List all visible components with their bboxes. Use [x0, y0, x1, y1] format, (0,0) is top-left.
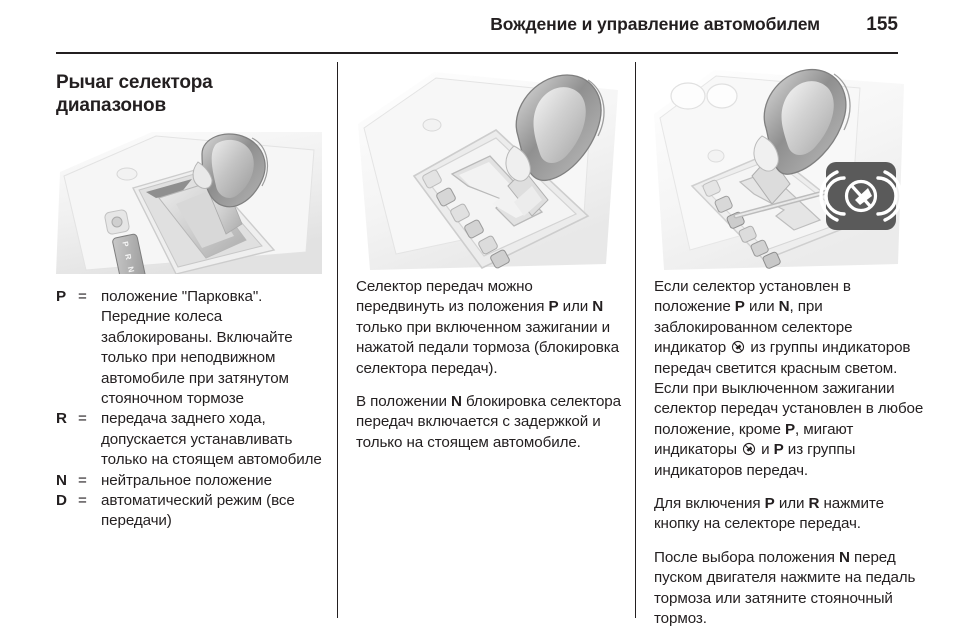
section-title: Рычаг селектора диапазонов — [56, 72, 213, 116]
middle-column — [356, 62, 624, 453]
definition-value: передача заднего хода, допускается устанавливать только на стоящем автомобиле — [101, 410, 322, 469]
text-run: Для включения — [654, 495, 765, 513]
text-run: В положении — [356, 393, 451, 411]
gear-selector-lock-indicator-illustration — [654, 64, 926, 277]
text-run: Селектор передач можно передвинуть из положения — [356, 278, 549, 316]
definition-equals: = — [78, 471, 87, 489]
text-run-bold: P — [548, 298, 559, 316]
text-run: или — [558, 298, 593, 316]
definition-value: положение "Парковка". Передние колеса заблокированы. Включайте только при неподвижном автомобиле при затянутом стояночном тормозе — [101, 288, 293, 408]
definition-row — [56, 491, 322, 532]
page-number: 155 — [866, 14, 898, 35]
text-run: и — [757, 441, 774, 459]
definition-value: нейтральное положение — [101, 471, 272, 489]
text-run: После выбора положения — [654, 548, 839, 566]
column-divider-1 — [337, 62, 338, 618]
text-run-bold: P — [773, 441, 784, 459]
text-run: блокировка селектора передач включается с задержкой и только на стоящем автомобиле. — [356, 393, 621, 451]
text-run: перед пуском двигателя нажмите на педаль тормоза или затяните стояночный тормоз. — [654, 548, 916, 628]
definition-equals: = — [78, 410, 87, 428]
text-run-bold: P — [764, 495, 775, 513]
text-run: Если селектор установлен в положение — [654, 278, 851, 316]
svg-text:P: P — [120, 240, 131, 248]
gear-lock-indicator-icon — [742, 442, 756, 456]
text-run: из группы индикаторов передач. — [654, 441, 856, 479]
text-run: только при включенном зажигании и нажатой педали тормоза (блокировка селектора передач). — [356, 318, 619, 377]
definition-row — [56, 471, 322, 491]
definition-row — [56, 409, 322, 470]
gear-lock-indicator-icon — [731, 340, 745, 354]
text-run: или — [774, 495, 809, 513]
paragraph-lock-indicator-behavior — [654, 277, 926, 481]
gear-selector-lever-illustration — [56, 132, 322, 274]
paragraph-neutral-before-start — [654, 548, 926, 630]
page-header — [56, 14, 898, 46]
paragraph-engage-p-or-r — [654, 494, 926, 535]
svg-text:R: R — [123, 253, 134, 261]
text-run-bold: N — [839, 548, 850, 566]
definition-value: автоматический режим (все передачи) — [101, 492, 295, 530]
gear-position-definition-list — [56, 287, 322, 532]
text-run-bold: N — [450, 393, 462, 411]
text-run: , мигают индикаторы — [654, 420, 854, 459]
gear-lock-indicator-callout — [821, 162, 901, 230]
column-divider-2 — [635, 62, 636, 618]
definition-equals: = — [78, 492, 87, 510]
gear-selector-gate-illustration — [356, 64, 624, 277]
gear-selector-lock-indicator-photo — [654, 64, 926, 277]
text-run-bold: N — [592, 298, 604, 316]
paragraph-gear-selector-move — [356, 277, 624, 379]
text-run-bold: P — [734, 298, 745, 316]
definition-key: R — [56, 410, 67, 428]
gear-selector-lever-photo — [56, 132, 322, 274]
text-run: или — [744, 298, 779, 316]
gear-selector-gate-photo — [356, 64, 624, 277]
text-run-bold: R — [808, 495, 820, 513]
paragraph-neutral-lock-delay — [356, 392, 624, 453]
definition-row — [56, 287, 322, 409]
text-run-bold: N — [778, 298, 790, 316]
definition-key: P — [56, 288, 67, 305]
left-column — [56, 62, 322, 532]
text-run-bold: P — [784, 420, 795, 438]
text-run: , при заблокированном селекторе индикатор — [654, 298, 853, 357]
page-title: Вождение и управление автомобилем — [490, 14, 820, 34]
text-run: нажмите кнопку на селекторе передач. — [654, 495, 884, 533]
svg-text:N: N — [125, 265, 136, 274]
text-run: из группы индикаторов передач светится красным светом. Если при выключенном зажигании селектор передач установлен в любое положение, кроме — [654, 339, 924, 438]
header-divider-rule — [56, 52, 898, 54]
right-column — [654, 62, 926, 630]
definition-equals: = — [78, 288, 87, 305]
definition-key: D — [56, 492, 67, 510]
definition-key: N — [56, 471, 67, 489]
